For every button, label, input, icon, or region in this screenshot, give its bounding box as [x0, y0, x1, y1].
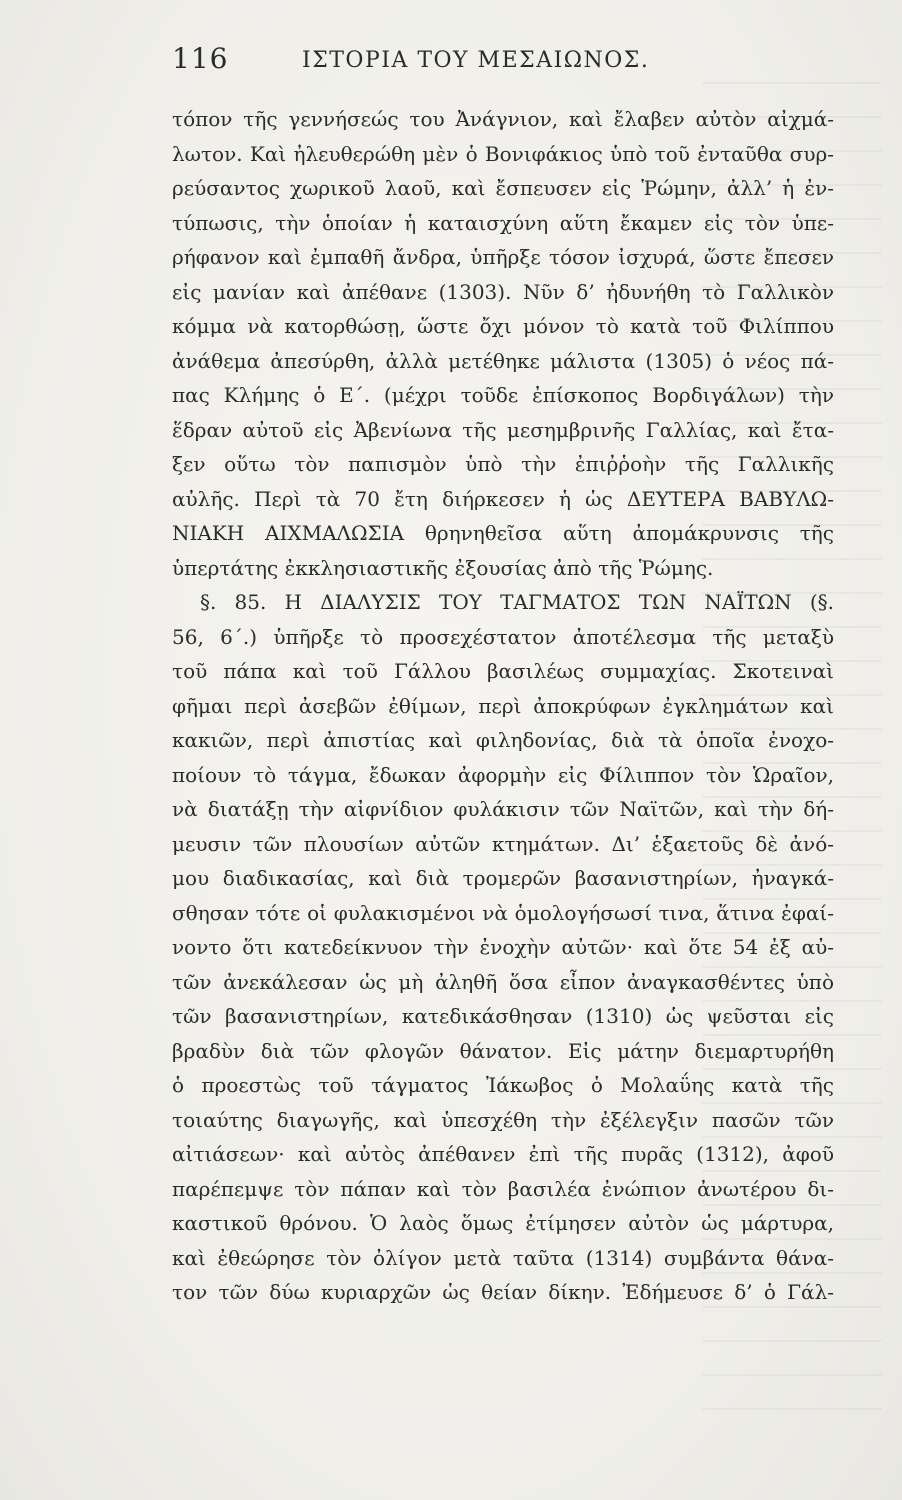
text-line: ρήφανον καὶ ἐμπαθῆ ἄνδρα, ὑπῆρξε τόσον ἰσχυρά, ὥστε ἔπεσεν [172, 245, 834, 269]
text-line: τοῦ πάπα καὶ τοῦ Γάλλου βασιλέως συμμαχίας. Σκοτειναὶ [172, 659, 834, 683]
text-line: ποίουν τὸ τάγμα, ἔδωκαν ἀφορμὴν εἰς Φίλιππον τὸν Ὡραῖον, [172, 762, 834, 787]
text-line: ρεύσαντος χωρικοῦ λαοῦ, καὶ ἔσπευσεν εἰς Ῥώμην, ἀλλ’ ἡ ἐν- [172, 176, 834, 200]
text-line: κόμμα νὰ κατορθώσῃ, ὥστε ὄχι μόνον τὸ κατὰ τοῦ Φιλίππου [172, 314, 834, 338]
text-line: αἰτιάσεων· καὶ αὐτὸς ἀπέθανεν ἐπὶ τῆς πυρᾶς (1312), ἀφοῦ [172, 1142, 834, 1166]
text-line: ξεν οὕτω τὸν παπισμὸν ὑπὸ τὴν ἐπιῤῥοὴν τῆς Γαλλικῆς [172, 452, 834, 476]
text-line: παρέπεμψε τὸν πάπαν καὶ τὸν βασιλέα ἐνώπιον ἀνωτέρου δι- [172, 1176, 834, 1201]
page-header [172, 42, 832, 82]
text-line: μευσιν τῶν πλουσίων αὐτῶν κτημάτων. Δι’ ἑξαετοῦς δὲ ἀνό- [172, 831, 834, 856]
running-title: ΙΣΤΟΡΙΑ ΤΟΥ ΜΕΣΑΙΩΝΟΣ. [302, 48, 650, 73]
page-number: 116 [172, 42, 229, 75]
text-line: τον τῶν δύω κυριαρχῶν ὡς θείαν δίκην. Ἐδήμευσε δ’ ὁ Γάλ- [172, 1280, 834, 1304]
text-line: φῆμαι περὶ ἀσεβῶν ἐθίμων, περὶ ἀποκρύφων ἐγκλημάτων καὶ [172, 693, 834, 718]
text-line: λωτον. Καὶ ἠλευθερώθη μὲν ὁ Βονιφάκιος ὑπὸ τοῦ ἐνταῦθα συρ- [172, 141, 834, 166]
text-line: νοντο ὅτι κατεδείκνυον τὴν ἐνοχὴν αὐτῶν· καὶ ὅτε 54 ἐξ αὐ- [172, 935, 834, 959]
text-line: 56, 6΄.) ὑπῆρξε τὸ προσεχέστατον ἀποτέλεσμα τῆς μεταξὺ [172, 624, 834, 649]
text-line: πας Κλήμης ὁ Ε΄. (μέχρι τοῦδε ἐπίσκοπος Βορδιγάλων) τὴν [172, 383, 834, 407]
text-line: κακιῶν, περὶ ἀπιστίας καὶ φιληδονίας, διὰ τὰ ὁποῖα ἐνοχο- [172, 728, 834, 752]
text-line: ἀνάθεμα ἀπεσύρθη, ἀλλὰ μετέθηκε μάλιστα (1305) ὁ νέος πά- [172, 348, 834, 373]
text-line: καὶ ἐθεώρησε τὸν ὀλίγον μετὰ ταῦτα (1314) συμβάντα θάνα- [172, 1245, 834, 1270]
text-line: ἕδραν αὐτοῦ εἰς Ἀβενίωνα τῆς μεσημβρινῆς Γαλλίας, καὶ ἔτα- [172, 417, 834, 442]
text-line: ΝΙΑΚΗ ΑΙΧΜΑΛΩΣΙΑ θρηνηθεῖσα αὕτη ἀπομάκρυνσις τῆς [172, 521, 834, 545]
text-line: εἰς μανίαν καὶ ἀπέθανε (1303). Νῦν δ’ ἠδυνήθη τὸ Γαλλικὸν [172, 279, 834, 304]
text-line: σθησαν τότε οἱ φυλακισμένοι νὰ ὁμολογήσωσί τινα, ἅτινα ἐφαί- [172, 900, 834, 925]
text-line: αὐλῆς. Περὶ τὰ 70 ἔτη διήρκεσεν ἡ ὡς ΔΕΥΤΕΡΑ ΒΑΒΥΛΩ- [172, 486, 834, 511]
text-line: τῶν βασανιστηρίων, κατεδικάσθησαν (1310) ὡς ψεῦσται εἰς [172, 1004, 834, 1028]
section-heading-line: §. 85. Η ΔΙΑΛΥΣΙΣ ΤΟΥ ΤΑΓΜΑΤΟΣ ΤΩΝ ΝΑΪΤΩΝ (§. [200, 590, 834, 614]
text-line: μου διαδικασίας, καὶ διὰ τρομερῶν βασανιστηρίων, ἠναγκά- [172, 866, 834, 890]
text-line: ὁ προεστὼς τοῦ τάγματος Ἰάκωβος ὁ Μολαΰης κατὰ τῆς [172, 1073, 834, 1097]
text-line: νὰ διατάξῃ τὴν αἰφνίδιον φυλάκισιν τῶν Ναϊτῶν, καὶ τὴν δή- [172, 797, 834, 821]
text-line: τοιαύτης διαγωγῆς, καὶ ὑπεσχέθη τὴν ἐξέλεγξιν πασῶν τῶν [172, 1107, 834, 1132]
text-line: τύπωσις, τὴν ὁποίαν ἡ καταισχύνη αὕτη ἔκαμεν εἰς τὸν ὑπε- [172, 210, 834, 235]
text-line: καστικοῦ θρόνου. Ὁ λαὸς ὅμως ἐτίμησεν αὐτὸν ὡς μάρτυρα, [172, 1211, 834, 1235]
text-line: τόπον τῆς γεννήσεώς του Ἀνάγνιον, καὶ ἔλαβεν αὐτὸν αἰχμά- [172, 107, 834, 131]
text-line: ὑπερτάτης ἐκκλησιαστικῆς ἐξουσίας ἀπὸ τῆς Ῥώμης. [172, 555, 714, 580]
body-text [172, 102, 834, 1310]
text-line: τῶν ἀνεκάλεσαν ὡς μὴ ἀληθῆ ὅσα εἶπον ἀναγκασθέντες ὑπὸ [172, 969, 834, 994]
text-line: βραδὺν διὰ τῶν φλογῶν θάνατον. Εἰς μάτην διεμαρτυρήθη [172, 1038, 834, 1063]
